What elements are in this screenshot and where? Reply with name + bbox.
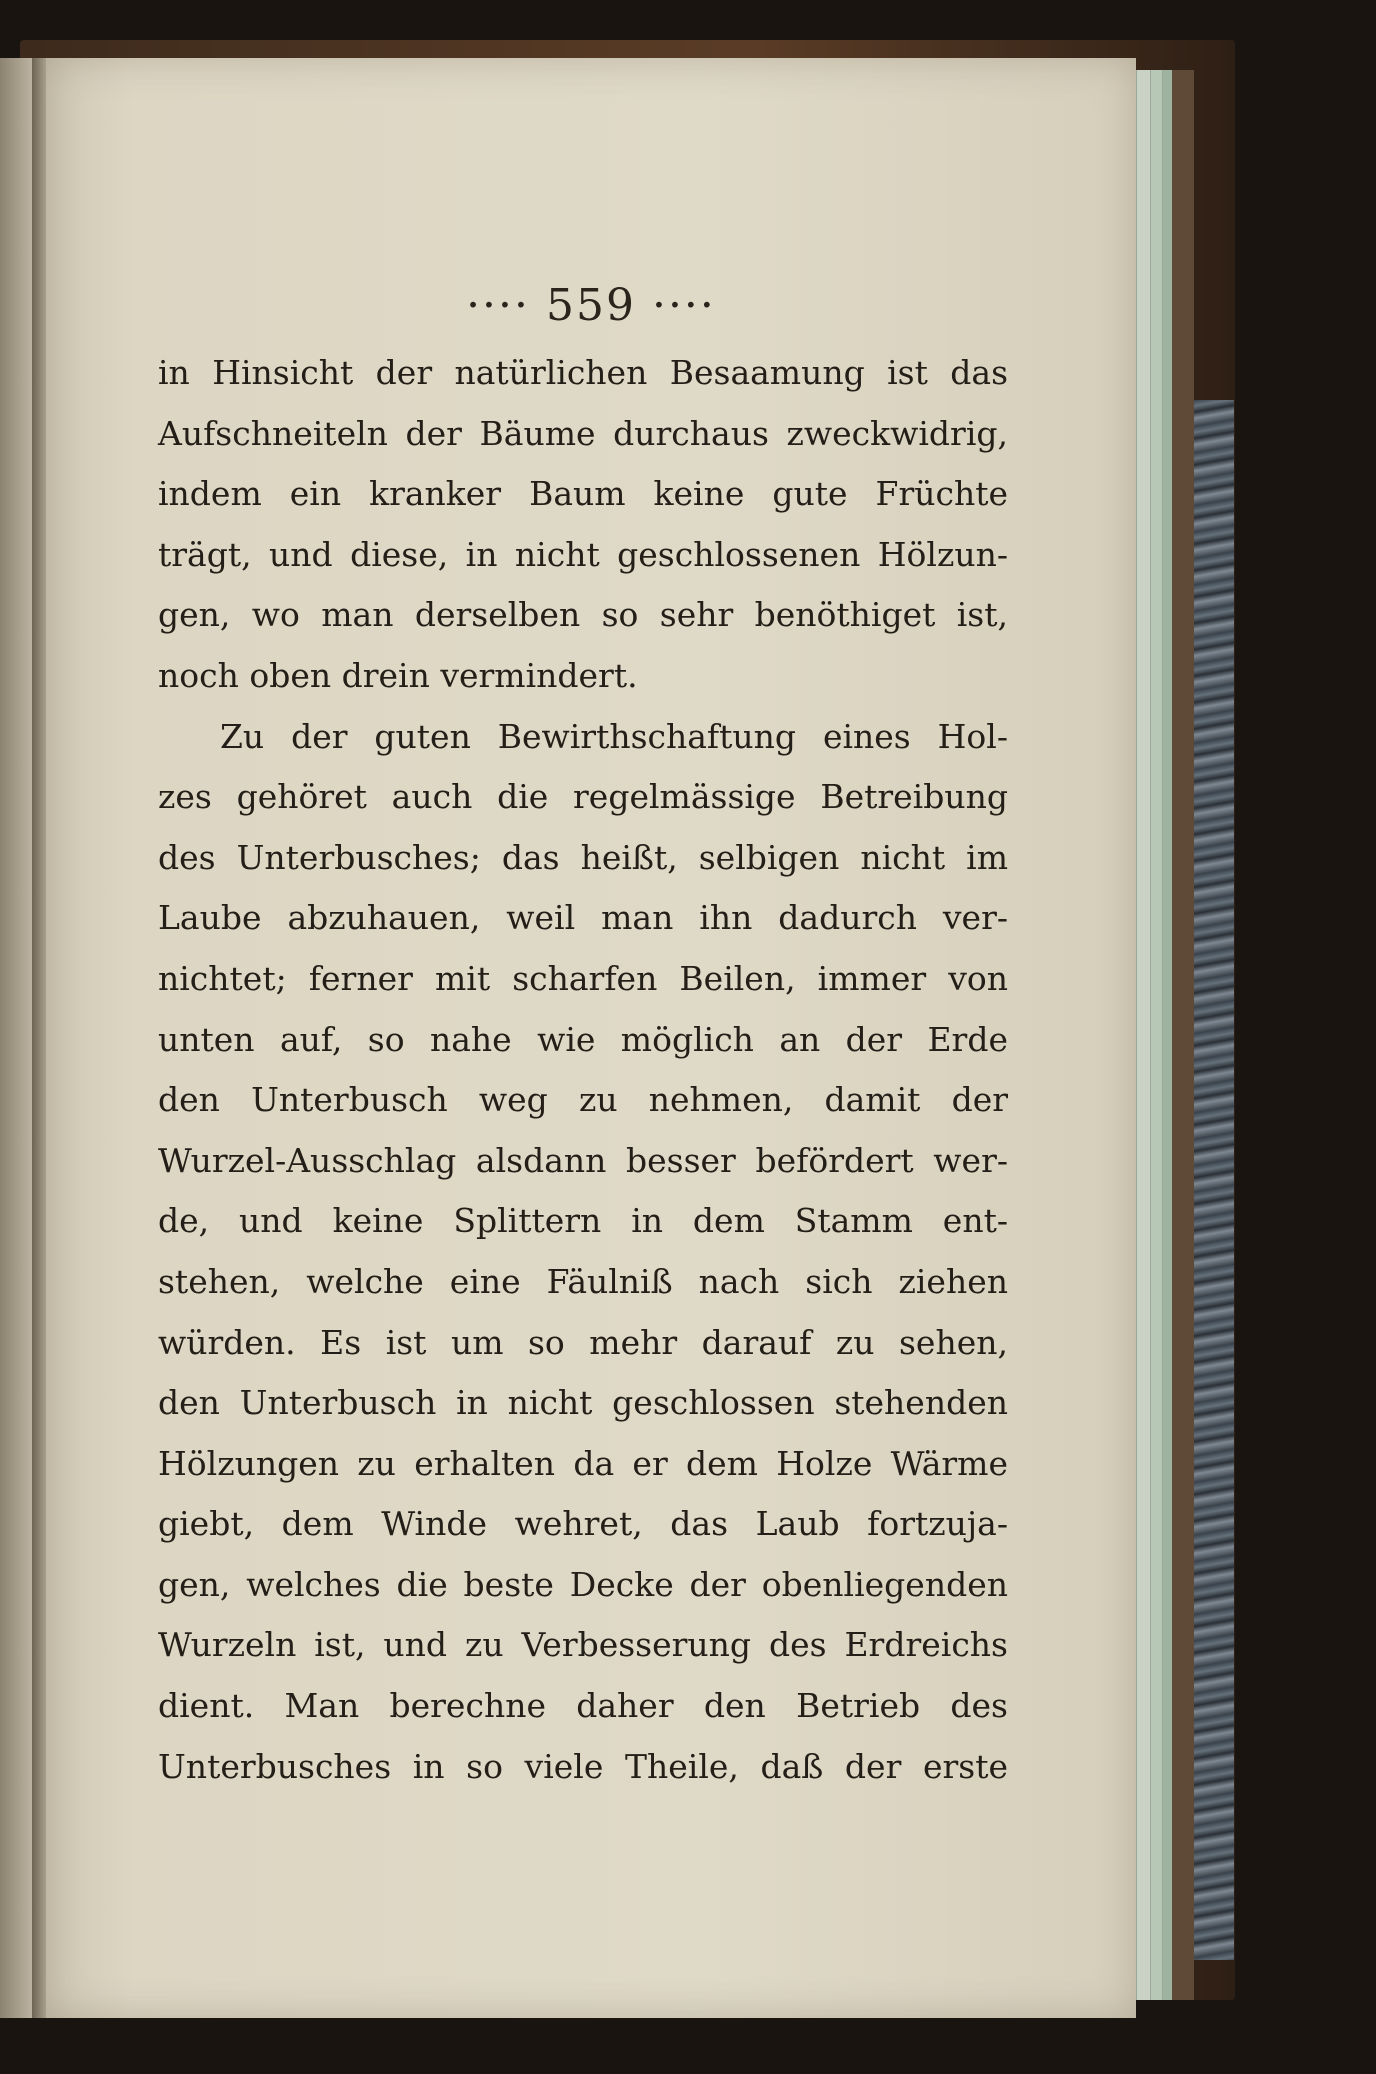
cover-board-edge xyxy=(1172,70,1194,2000)
text-line: giebt, dem Winde wehret, das Laub fortzuja- xyxy=(158,1504,1008,1544)
text-line: de, und keine Splittern in dem Stamm ent- xyxy=(158,1201,1008,1241)
text-line: würden. Es ist um so mehr darauf zu sehen, xyxy=(158,1322,1008,1362)
text-line: noch oben drein vermindert. xyxy=(158,655,638,695)
page-stack-edge xyxy=(1136,70,1151,2000)
text-line: zes gehöret auch die regelmässige Betreibung xyxy=(158,777,1008,817)
text-line: Wurzel-Ausschlag alsdann besser befördert wer- xyxy=(158,1140,1008,1180)
text-line: den Unterbusch weg zu nehmen, damit der xyxy=(158,1080,1008,1120)
text-line: unten auf, so nahe wie möglich an der Erde xyxy=(158,1019,1008,1059)
text-line: Aufschneiteln der Bäume durchaus zweckwidrig, xyxy=(158,413,1008,453)
text-line: gen, wo man derselben so sehr benöthiget ist, xyxy=(158,595,1008,635)
text-line: trägt, und diese, in nicht geschlossenen Hölzun- xyxy=(158,534,1008,574)
text-line: gen, welches die beste Decke der obenliegenden xyxy=(158,1564,1008,1604)
text-line: Unterbusches in so viele Theile, daß der erste xyxy=(158,1746,1008,1786)
body-text xyxy=(158,343,1008,1797)
text-line: Hölzungen zu erhalten da er dem Holze Wärme xyxy=(158,1443,1008,1483)
text-line: dient. Man berechne daher den Betrieb des xyxy=(158,1686,1008,1726)
text-line: Zu der guten Bewirthschaftung eines Hol- xyxy=(220,716,1008,756)
text-line: Wurzeln ist, und zu Verbesserung des Erdreichs xyxy=(158,1625,1008,1665)
text-line: des Unterbusches; das heißt, selbigen nicht im xyxy=(158,837,1008,877)
text-line: nichtet; ferner mit scharfen Beilen, immer von xyxy=(158,958,1008,998)
marbled-cover-edge xyxy=(1194,400,1234,1960)
text-line: indem ein kranker Baum keine gute Früchte xyxy=(158,474,1008,514)
page-number: ···· 559 ···· xyxy=(466,280,716,331)
text-line: den Unterbusch in nicht geschlossen stehenden xyxy=(158,1383,1008,1423)
right-page xyxy=(46,58,1136,2018)
text-line: in Hinsicht der natürlichen Besaamung ist das xyxy=(158,353,1008,392)
text-line: stehen, welche eine Fäulniß nach sich ziehen xyxy=(158,1261,1008,1301)
text-line: Laube abzuhauen, weil man ihn dadurch ver- xyxy=(158,898,1008,938)
